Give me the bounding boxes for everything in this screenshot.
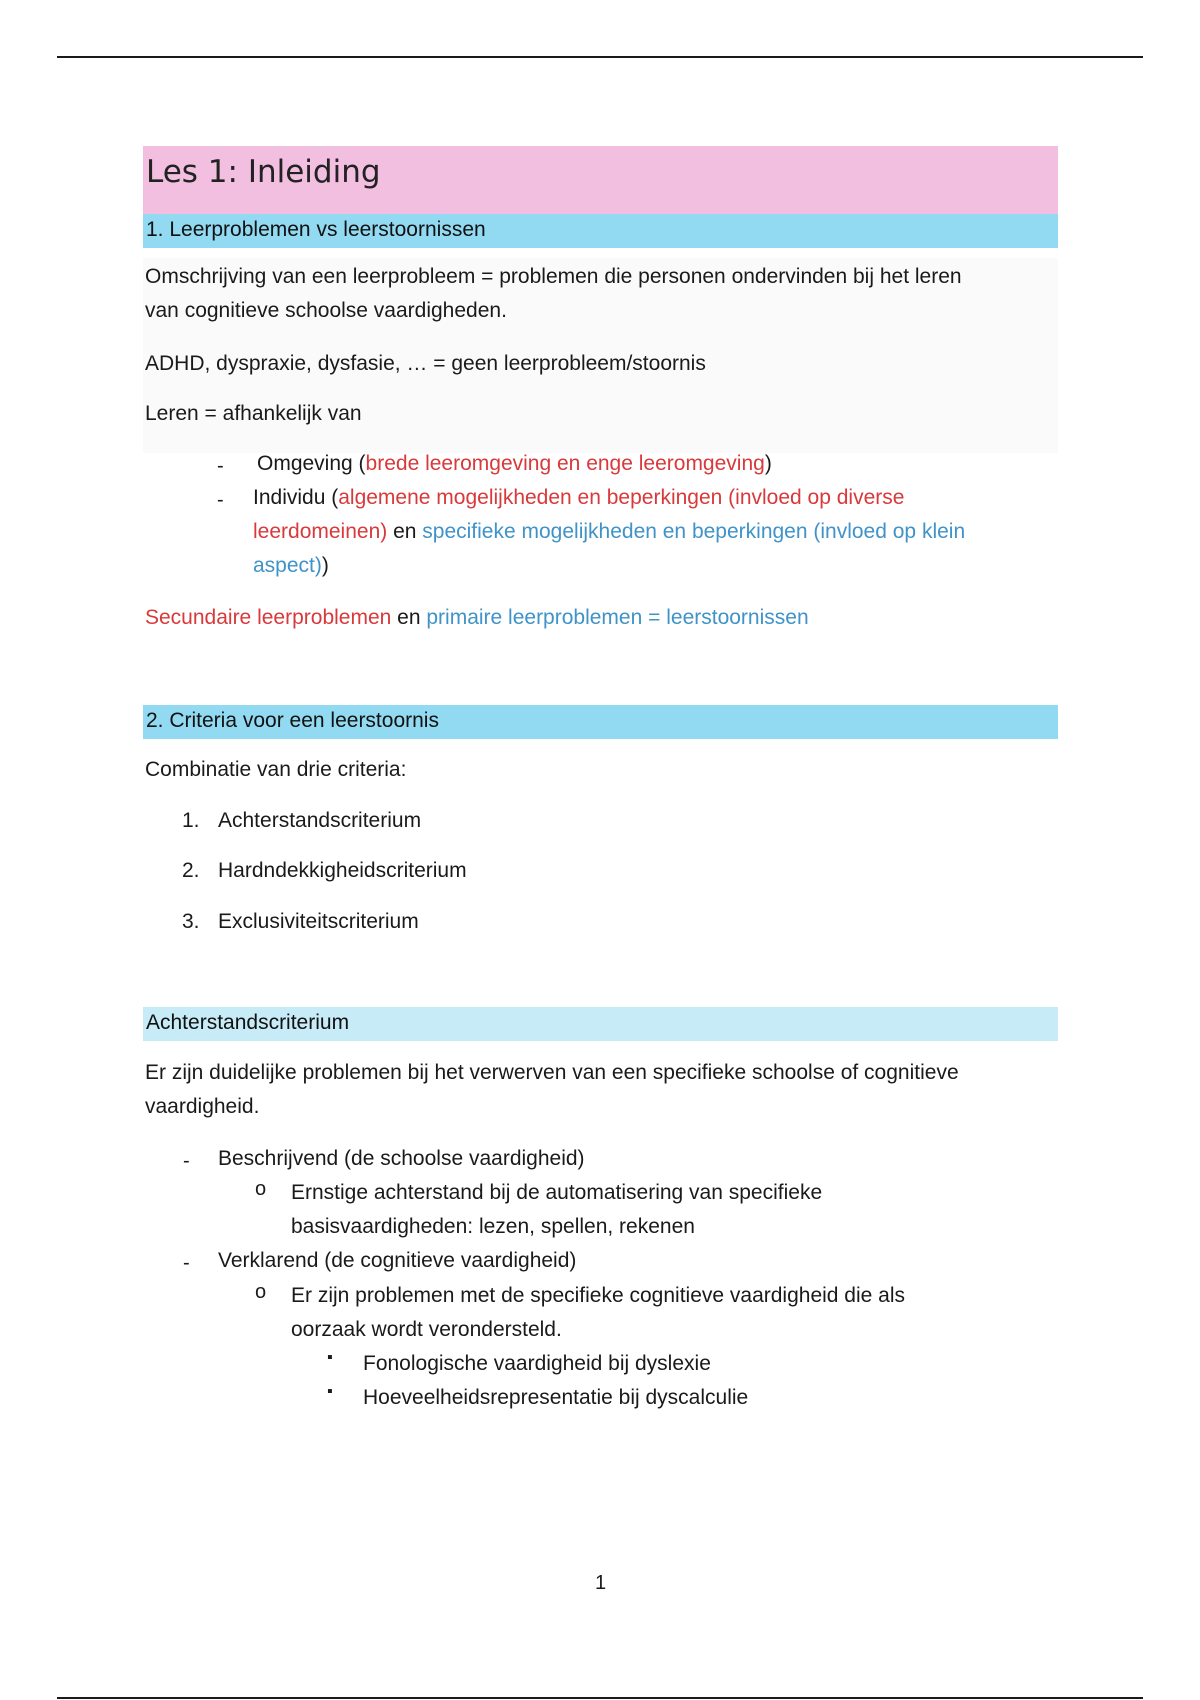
section-heading-2: [143, 705, 1058, 739]
list-item: Achterstandscriterium: [218, 809, 422, 832]
sub-sub-bullet-fonologisch: Fonologische vaardigheid bij dyslexie: [363, 1352, 711, 1375]
paragraph-achterstand-line2: vaardigheid.: [145, 1095, 260, 1118]
page-number: 1: [595, 1572, 607, 1594]
sub-bullet-verklarend-line2: oorzaak wordt verondersteld.: [291, 1318, 562, 1341]
paragraph-summary: [145, 601, 809, 635]
summary-middle: en: [391, 606, 427, 629]
square-marker: ▪: [327, 1383, 333, 1400]
paragraph-criteria-intro: Combinatie van drie criteria:: [145, 758, 407, 781]
list-item: Exclusiviteitscriterium: [218, 910, 419, 933]
paragraph-definition-line1: Omschrijving van een leerprobleem = problemen die personen ondervinden bij het leren: [145, 265, 962, 288]
paragraph-definition-line2: van cognitieve schoolse vaardigheden.: [145, 299, 507, 322]
paragraph-adhd: ADHD, dyspraxie, dysfasie, … = geen leerprobleem/stoornis: [145, 352, 706, 375]
paragraph-achterstand-line1: Er zijn duidelijke problemen bij het verwerven van een specifieke schoolse of cognitieve: [145, 1061, 959, 1084]
list-item-num: 3.: [182, 910, 200, 933]
bullet-omgeving-close: ): [764, 452, 772, 475]
paragraph-leren: Leren = afhankelijk van: [145, 402, 362, 425]
dash-marker: -: [183, 1252, 190, 1274]
section-heading-1-text: 1. Leerproblemen vs leerstoornissen: [146, 218, 486, 241]
bullet-omgeving-lead: Omgeving (: [257, 452, 366, 475]
summary-primaire: primaire leerproblemen = leerstoornissen: [426, 606, 809, 629]
header-rule: [57, 56, 1143, 58]
sub-sub-bullet-hoeveelheid: Hoeveelheidsrepresentatie bij dyscalculie: [363, 1386, 749, 1409]
bullet-omgeving: [257, 447, 772, 481]
bullet-individu-line3: [253, 549, 329, 583]
section-heading-3: [143, 1007, 1058, 1041]
circle-marker: o: [255, 1178, 267, 1200]
bullet-individu-blue2: aspect): [253, 554, 322, 577]
sub-bullet-beschrijvend-line1: Ernstige achterstand bij de automatisering van specifieke: [291, 1181, 823, 1204]
bullet-individu-blue1: specifieke mogelijkheden en beperkingen (invloed op klein: [422, 520, 966, 543]
list-item-num: 2.: [182, 859, 200, 882]
circle-marker: o: [255, 1281, 267, 1303]
summary-secundaire: Secundaire leerproblemen: [145, 606, 392, 629]
bullet-individu-middle: en: [387, 520, 423, 543]
bullet-individu-line1: [253, 481, 904, 515]
bullet-individu-red1: algemene mogelijkheden en beperkingen (invloed op diverse: [338, 486, 905, 509]
bullet-omgeving-red: brede leeromgeving en enge leeromgeving: [365, 452, 765, 475]
dash-marker: -: [217, 455, 224, 477]
sub-bullet-beschrijvend-line2: basisvaardigheden: lezen, spellen, rekenen: [291, 1215, 695, 1238]
section-heading-3-text: Achterstandscriterium: [146, 1011, 350, 1034]
square-marker: ▪: [327, 1349, 333, 1366]
dash-marker: -: [183, 1150, 190, 1172]
sub-bullet-verklarend-line1: Er zijn problemen met de specifieke cognitieve vaardigheid die als: [291, 1284, 906, 1307]
title-band: [143, 146, 1058, 214]
list-item-num: 1.: [182, 809, 200, 832]
dash-marker: -: [217, 489, 224, 511]
bullet-beschrijvend: Beschrijvend (de schoolse vaardigheid): [218, 1147, 585, 1170]
bullet-individu-close: ): [321, 554, 329, 577]
section-heading-1: [143, 214, 1058, 248]
list-item: Hardndekkigheidscriterium: [218, 859, 467, 882]
bullet-individu-line2: [253, 515, 965, 549]
page-title: Les 1: Inleiding: [146, 154, 381, 190]
bullet-verklarend: Verklarend (de cognitieve vaardigheid): [218, 1249, 577, 1272]
bullet-individu-red2: leerdomeinen): [253, 520, 388, 543]
footer-rule: [57, 1697, 1143, 1699]
section-heading-2-text: 2. Criteria voor een leerstoornis: [146, 709, 439, 732]
bullet-individu-lead: Individu (: [253, 486, 339, 509]
